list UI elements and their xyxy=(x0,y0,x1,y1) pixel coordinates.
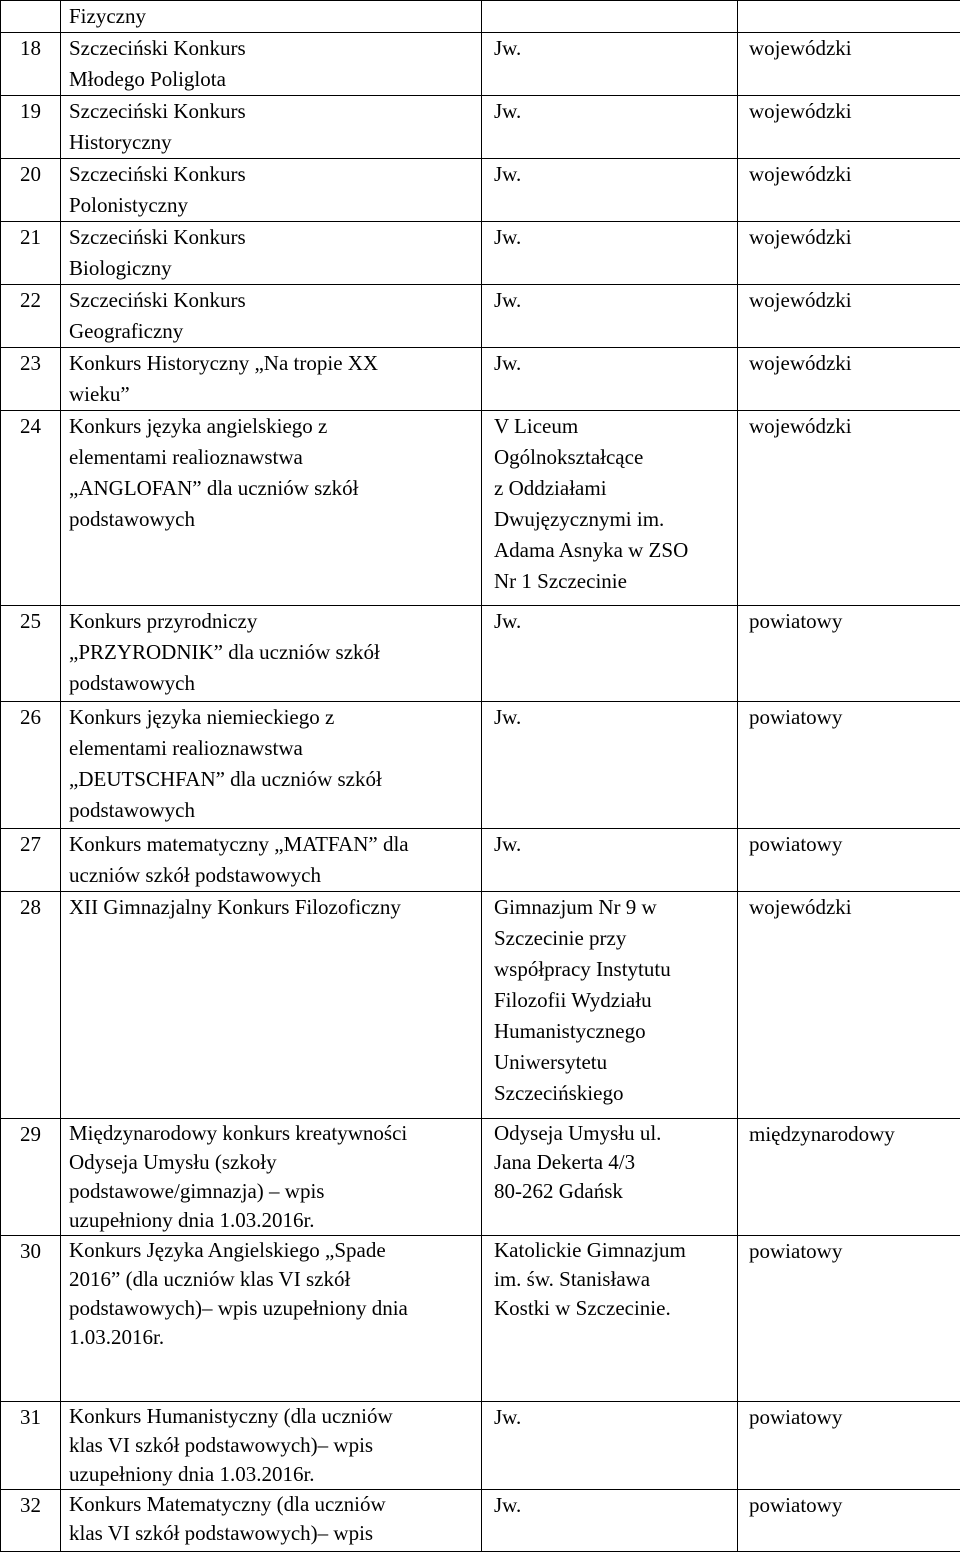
table-row xyxy=(1,702,960,829)
contest-name: Szczeciński Konkurs Biologiczny xyxy=(61,222,482,285)
contest-name: XII Gimnazjalny Konkurs Filozoficzny xyxy=(61,892,482,1119)
table-row xyxy=(1,33,960,96)
contest-level: wojewódzki xyxy=(738,33,960,96)
table-row xyxy=(1,411,960,606)
organizer: Jw. xyxy=(482,1402,738,1490)
contest-level xyxy=(738,1,960,33)
row-number: 32 xyxy=(1,1490,61,1552)
organizer: Jw. xyxy=(482,96,738,159)
contest-name: Konkurs Historyczny „Na tropie XX wieku” xyxy=(61,348,482,411)
organizer: Jw. xyxy=(482,33,738,96)
row-number: 30 xyxy=(1,1236,61,1402)
contest-name: Szczeciński Konkurs Polonistyczny xyxy=(61,159,482,222)
contest-level: powiatowy xyxy=(738,702,960,829)
contest-level: wojewódzki xyxy=(738,411,960,606)
contest-level: wojewódzki xyxy=(738,96,960,159)
table-row xyxy=(1,285,960,348)
contest-level: wojewódzki xyxy=(738,348,960,411)
organizer: Odyseja Umysłu ul. Jana Dekerta 4/3 80-262 Gdańsk xyxy=(482,1119,738,1236)
row-number: 28 xyxy=(1,892,61,1119)
contest-level: wojewódzki xyxy=(738,159,960,222)
table-row xyxy=(1,159,960,222)
contest-level: powiatowy xyxy=(738,1490,960,1552)
row-number: 22 xyxy=(1,285,61,348)
contest-name: Konkurs Matematyczny (dla uczniów klas VI szkół podstawowych)– wpis xyxy=(61,1490,482,1552)
row-number: 27 xyxy=(1,829,61,892)
contest-name: Międzynarodowy konkurs kreatywności Odyseja Umysłu (szkoły podstawowe/gimnazja) – wpis uzupełniony dnia 1.03.2016r. xyxy=(61,1119,482,1236)
contest-name: Konkurs języka niemieckiego z elementami realioznawstwa „DEUTSCHFAN” dla uczniów szkół podstawowych xyxy=(61,702,482,829)
row-number: 24 xyxy=(1,411,61,606)
contest-name: Konkurs Języka Angielskiego „Spade 2016” (dla uczniów klas VI szkół podstawowych)– wpis uzupełniony dnia 1.03.2016r. xyxy=(61,1236,482,1402)
organizer: Katolickie Gimnazjum im. św. Stanisława Kostki w Szczecinie. xyxy=(482,1236,738,1402)
organizer: Jw. xyxy=(482,702,738,829)
contest-name: Szczeciński Konkurs Historyczny xyxy=(61,96,482,159)
table-row xyxy=(1,1236,960,1402)
organizer: Jw. xyxy=(482,222,738,285)
row-number: 25 xyxy=(1,606,61,702)
table-row xyxy=(1,1402,960,1490)
table-row xyxy=(1,892,960,1119)
table-row xyxy=(1,348,960,411)
table-row xyxy=(1,222,960,285)
row-number: 20 xyxy=(1,159,61,222)
organizer: Jw. xyxy=(482,606,738,702)
contest-level: powiatowy xyxy=(738,1402,960,1490)
table-row xyxy=(1,606,960,702)
organizer: Jw. xyxy=(482,348,738,411)
row-number: 21 xyxy=(1,222,61,285)
contest-level: wojewódzki xyxy=(738,222,960,285)
contest-name: Konkurs języka angielskiego z elementami realioznawstwa „ANGLOFAN” dla uczniów szkół podstawowych xyxy=(61,411,482,606)
contest-level: wojewódzki xyxy=(738,285,960,348)
contest-level: powiatowy xyxy=(738,606,960,702)
row-number: 29 xyxy=(1,1119,61,1236)
contest-name: Konkurs Humanistyczny (dla uczniów klas VI szkół podstawowych)– wpis uzupełniony dnia 1.03.2016r. xyxy=(61,1402,482,1490)
contest-name: Szczeciński Konkurs Geograficzny xyxy=(61,285,482,348)
contest-level: powiatowy xyxy=(738,829,960,892)
table-row xyxy=(1,829,960,892)
organizer: Jw. xyxy=(482,829,738,892)
contest-name: Fizyczny xyxy=(61,1,482,33)
contest-name: Szczeciński Konkurs Młodego Poliglota xyxy=(61,33,482,96)
table-row xyxy=(1,1490,960,1552)
contest-name: Konkurs matematyczny „MATFAN” dla uczniów szkół podstawowych xyxy=(61,829,482,892)
row-number: 23 xyxy=(1,348,61,411)
organizer: V Liceum Ogólnokształcące z Oddziałami Dwujęzycznymi im. Adama Asnyka w ZSO Nr 1 Szczecinie xyxy=(482,411,738,606)
table-row xyxy=(1,1119,960,1236)
row-number: 19 xyxy=(1,96,61,159)
organizer: Jw. xyxy=(482,1490,738,1552)
organizer: Gimnazjum Nr 9 w Szczecinie przy współpracy Instytutu Filozofii Wydziału Humanistycznego Uniwersytetu Szczecińskiego xyxy=(482,892,738,1119)
contest-level: powiatowy xyxy=(738,1236,960,1402)
organizer: Jw. xyxy=(482,159,738,222)
table-row xyxy=(1,96,960,159)
table-row xyxy=(1,1,960,33)
contest-level: wojewódzki xyxy=(738,892,960,1119)
row-number: 31 xyxy=(1,1402,61,1490)
row-number: 18 xyxy=(1,33,61,96)
organizer xyxy=(482,1,738,33)
organizer: Jw. xyxy=(482,285,738,348)
contest-level: międzynarodowy xyxy=(738,1119,960,1236)
contest-name: Konkurs przyrodniczy „PRZYRODNIK” dla uczniów szkół podstawowych xyxy=(61,606,482,702)
row-number: 26 xyxy=(1,702,61,829)
row-number xyxy=(1,1,61,33)
